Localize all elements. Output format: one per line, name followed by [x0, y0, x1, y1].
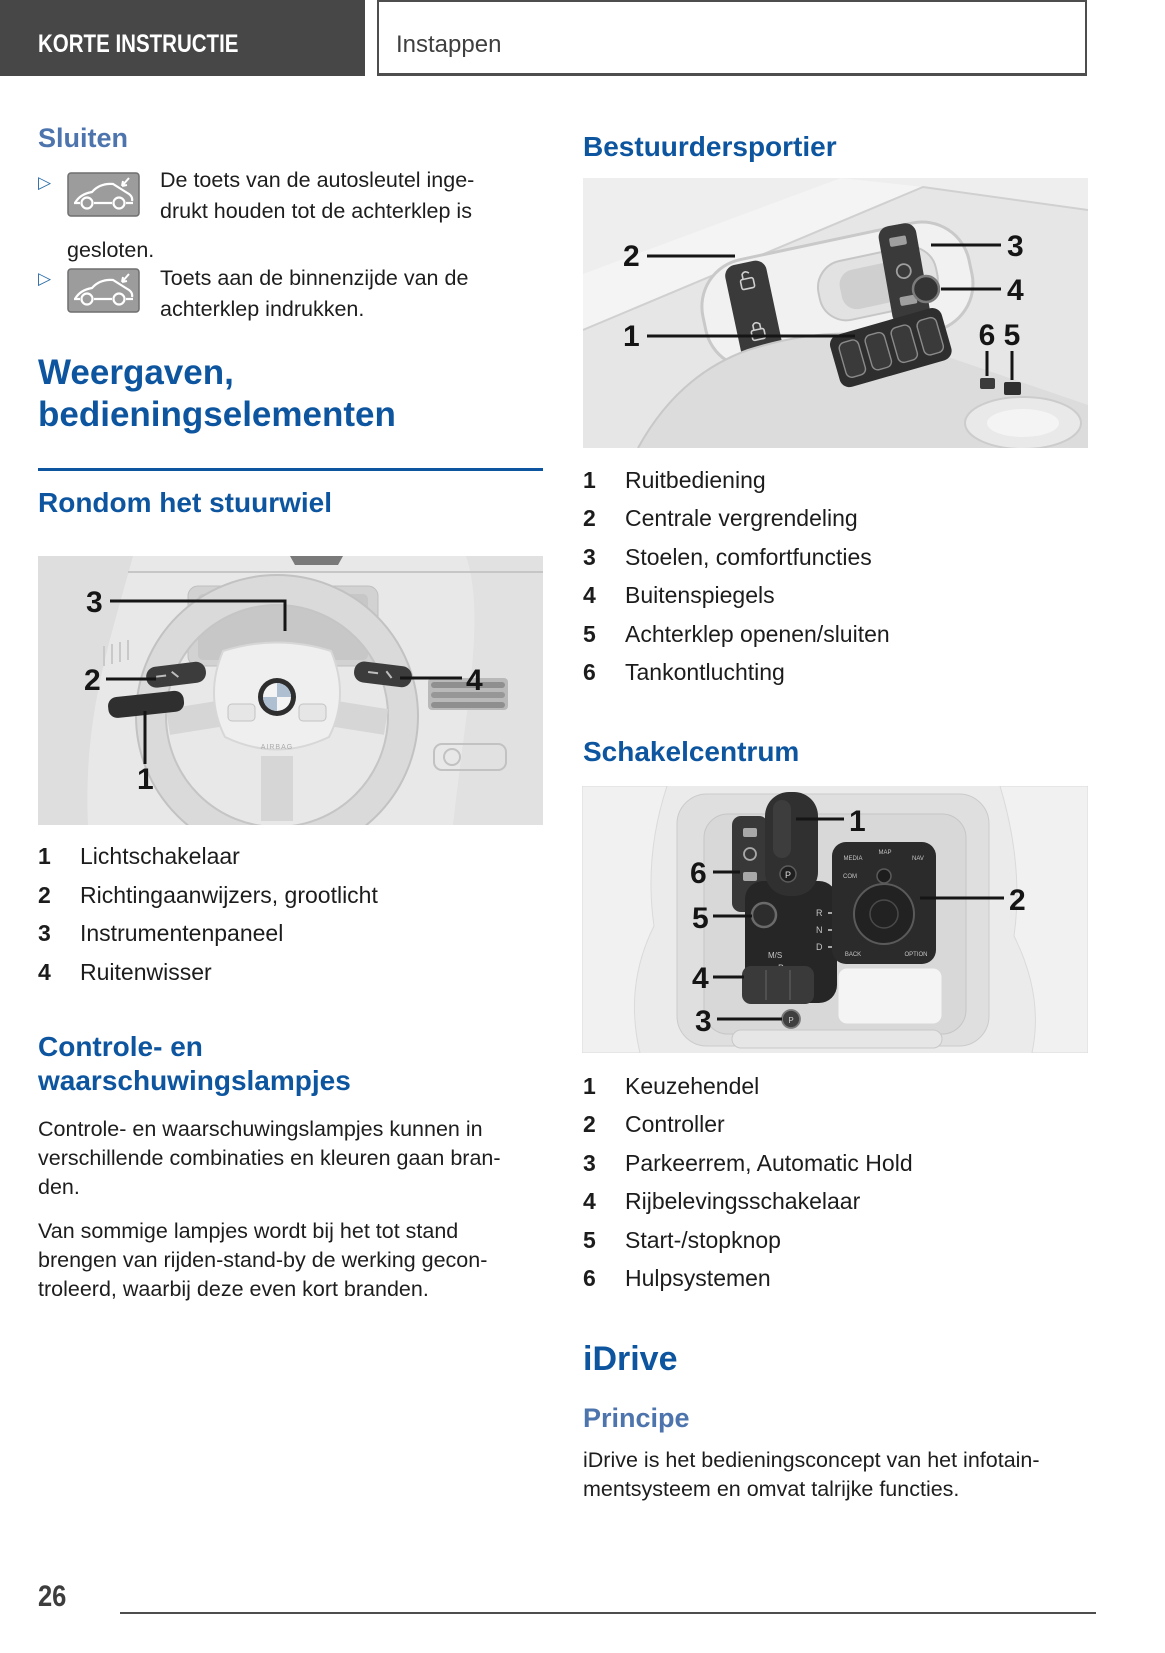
list-item: [583, 1264, 771, 1293]
map-button-label: MAP: [878, 850, 892, 856]
list-item: [583, 466, 766, 495]
bullet-text-line: gesloten.: [67, 238, 155, 262]
item-number: 1: [38, 843, 51, 869]
car-tailgate-close-icon: [67, 172, 140, 217]
list-item: [583, 581, 775, 610]
heading-principe: Principe: [583, 1403, 690, 1433]
item-label: Rijbelevingsschakelaar: [625, 1188, 861, 1214]
list-item: [583, 1110, 725, 1139]
list-item: [583, 1149, 913, 1178]
paragraph-line: verschillende combinaties en kleuren gaan bran-: [38, 1146, 501, 1170]
steering-wheel-figure: [38, 556, 543, 825]
item-number: 1: [583, 1073, 596, 1099]
idrive-controller-panel: [832, 842, 936, 964]
gate-d: D: [816, 942, 823, 952]
bullet-item: [38, 166, 543, 262]
item-number: 3: [583, 1150, 596, 1176]
list-item: [583, 1072, 759, 1101]
back-button-label: BACK: [844, 952, 862, 958]
item-number: 5: [583, 621, 596, 647]
item-label: Controller: [625, 1111, 725, 1137]
heading-underline: [38, 468, 543, 471]
item-label: Instrumentenpaneel: [80, 920, 284, 946]
paragraph-line: brengen van rijden-stand-by de werking gecon-: [38, 1248, 488, 1272]
heading-line: waarschuwingslampjes: [38, 1065, 351, 1096]
center-console-figure: [582, 786, 1088, 1053]
paragraph: [38, 1217, 487, 1304]
callout-2: 2: [623, 240, 640, 273]
paragraph: [583, 1446, 1040, 1504]
option-button-label: OPTION: [904, 952, 928, 958]
idrive-controller-knob: [854, 884, 914, 944]
heading-line: bedieningselementen: [38, 395, 396, 434]
item-label: Hulpsystemen: [625, 1265, 771, 1291]
list-item: [583, 543, 872, 572]
item-number: 6: [583, 1265, 596, 1291]
heading-line: Weergaven,: [38, 353, 234, 392]
item-number: 6: [583, 659, 596, 685]
chapter-title: KORTE INSTRUCTIE: [38, 29, 239, 58]
callout-4: 4: [466, 664, 483, 697]
heading-controle: [38, 1030, 351, 1098]
cupholder: [732, 1030, 942, 1048]
callout-3: 3: [1007, 230, 1024, 263]
item-label: Ruitbediening: [625, 467, 766, 493]
list-item: [38, 842, 240, 871]
item-number: 3: [38, 920, 51, 946]
item-number: 1: [583, 467, 596, 493]
gate-ms: M/S: [768, 951, 783, 960]
paragraph-line: Controle- en waarschuwingslampjes kunnen in: [38, 1117, 483, 1141]
item-label: Lichtschakelaar: [80, 843, 240, 869]
heading-rondom-stuurwiel: Rondom het stuurwiel: [38, 487, 332, 518]
gate-r: R: [816, 908, 823, 918]
paragraph-line: mentsysteem en omvat talrijke functies.: [583, 1477, 960, 1501]
gate-n: N: [816, 925, 823, 935]
item-number: 5: [583, 1227, 596, 1253]
bullet-item: [38, 262, 543, 332]
list-item: [583, 658, 785, 687]
item-number: 2: [583, 1111, 596, 1137]
media-button-label: MEDIA: [843, 856, 863, 862]
driver-door-figure: [583, 178, 1088, 448]
callout-1: 1: [137, 763, 154, 796]
callout-1: 1: [849, 805, 866, 838]
item-number: 2: [38, 882, 51, 908]
callout-4: 4: [692, 962, 709, 995]
nav-button-label: NAV: [912, 856, 924, 862]
footer-rule: [120, 1612, 1096, 1614]
item-label: Keuzehendel: [625, 1073, 760, 1099]
callout-3: 3: [86, 586, 103, 619]
list-item: [38, 881, 378, 910]
list-item: [583, 1187, 860, 1216]
bullet-text-line: achterklep indrukken.: [160, 297, 365, 321]
paragraph: [38, 1115, 501, 1202]
heading-line: Controle- en: [38, 1031, 203, 1062]
callout-4: 4: [1007, 274, 1024, 307]
item-label: Stoelen, comfortfuncties: [625, 544, 872, 570]
storage-tray: [838, 968, 942, 1024]
paragraph-line: troleerd, waarbij deze even kort branden.: [38, 1277, 429, 1301]
item-label: Parkeerrem, Automatic Hold: [625, 1150, 913, 1176]
bullet-text-line: drukt houden tot de achterklep is: [160, 199, 472, 223]
com-button-label: COM: [843, 874, 857, 880]
list-item: [583, 1226, 781, 1255]
item-number: 2: [583, 505, 596, 531]
heading-weergaven: [38, 352, 396, 436]
airbag-label: AIRBAG: [260, 744, 294, 751]
bmw-roundel: [258, 678, 296, 716]
item-label: Richtingaanwijzers, grootlicht: [80, 882, 378, 908]
item-label: Buitenspiegels: [625, 582, 775, 608]
drive-mode-switch: [742, 966, 814, 1004]
heading-schakelcentrum: Schakelcentrum: [583, 736, 800, 767]
paragraph-line: iDrive is het bedieningsconcept van het infotain-: [583, 1448, 1040, 1472]
section-title: Instappen: [396, 30, 502, 58]
callout-5: 5: [692, 902, 709, 935]
item-number: 4: [583, 1188, 596, 1214]
list-item: [583, 504, 858, 533]
item-label: Achterklep openen/sluiten: [625, 621, 890, 647]
page-number: 26: [38, 1580, 67, 1613]
paragraph-line: Van sommige lampjes wordt bij het tot stand: [38, 1219, 459, 1243]
list-item: [38, 958, 212, 987]
gear-p-label: P: [784, 870, 792, 880]
chapter-tab: [0, 0, 365, 76]
item-label: Ruitenwisser: [80, 959, 212, 985]
brake-p-label: P: [788, 1016, 794, 1025]
bullet-text-line: Toets aan de binnenzijde van de: [160, 266, 469, 290]
list-item: [583, 620, 890, 649]
list-item: [38, 919, 283, 948]
callout-5: 5: [1003, 319, 1021, 352]
volume-knob: [877, 869, 891, 883]
car-tailgate-button-icon: [67, 268, 140, 313]
callout-1: 1: [623, 320, 640, 353]
item-number: 3: [583, 544, 596, 570]
mirror-base: [290, 556, 343, 565]
item-label: Start-/stopknop: [625, 1227, 781, 1253]
heading-sluiten: Sluiten: [38, 123, 129, 153]
bullet-text-line: De toets van de autosleutel inge-: [160, 168, 475, 192]
item-label: Tankontluchting: [625, 659, 785, 685]
callout-2: 2: [1009, 884, 1026, 917]
mirror-adjust-knob: [913, 276, 939, 302]
heading-idrive: iDrive: [583, 1340, 678, 1378]
paragraph-line: den.: [38, 1175, 80, 1199]
section-tab: [377, 0, 1087, 76]
callout-6: 6: [690, 857, 707, 890]
heading-bestuurdersportier: Bestuurdersportier: [583, 131, 837, 162]
tank-vent-button: [980, 378, 995, 389]
item-number: 4: [38, 959, 51, 985]
callout-6: 6: [978, 319, 996, 352]
tailgate-button: [1004, 382, 1021, 395]
triangle-bullet-icon: ▷: [38, 269, 52, 288]
callout-2: 2: [84, 664, 101, 697]
parking-brake-button: [782, 1010, 800, 1028]
triangle-bullet-icon: ▷: [38, 173, 52, 192]
item-number: 4: [583, 582, 596, 608]
callout-3: 3: [695, 1005, 712, 1038]
start-stop-button: [752, 903, 776, 927]
item-label: Centrale vergrendeling: [625, 505, 858, 531]
